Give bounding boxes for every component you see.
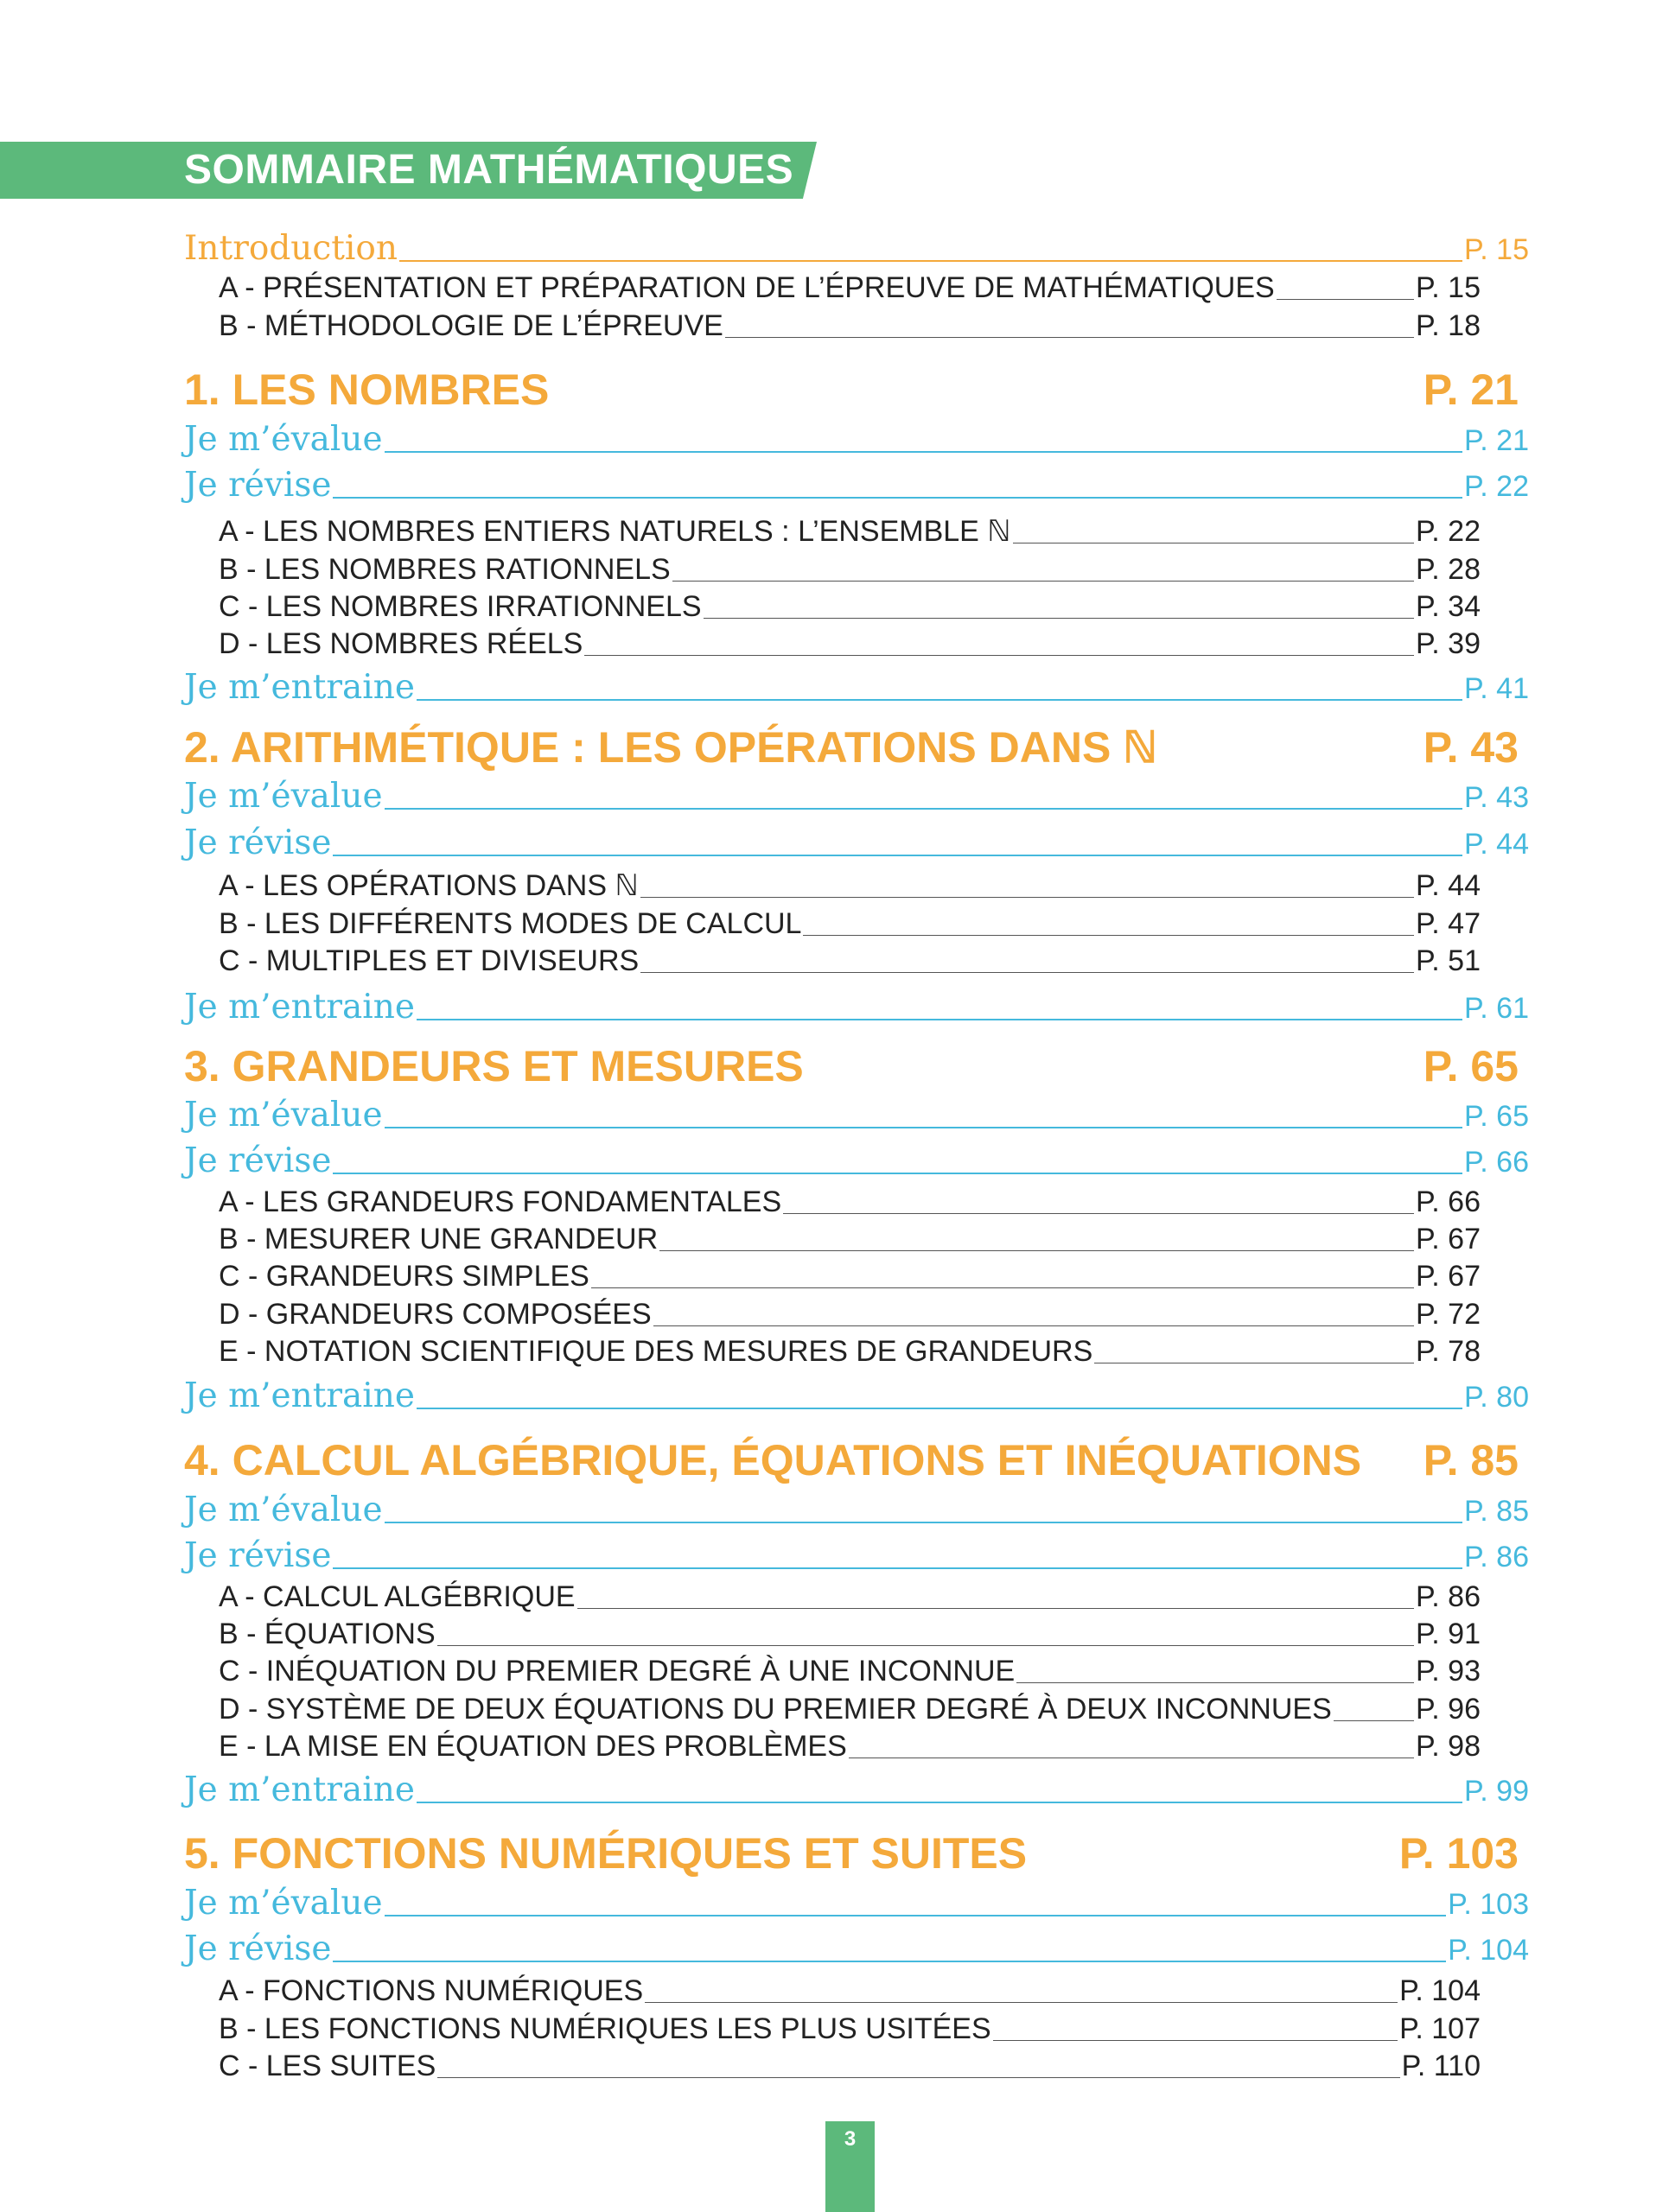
dotted-leader xyxy=(437,2077,1399,2078)
dotted-leader xyxy=(1277,299,1414,300)
dotted-leader xyxy=(645,2002,1398,2003)
dotted-leader xyxy=(417,1802,1462,1803)
toc-evalue-row-label: Je m’évalue xyxy=(184,1491,383,1529)
dotted-leader xyxy=(591,1287,1414,1288)
toc-item-row-label: A - LES NOMBRES ENTIERS NATURELS : L’ENSEMBLE ℕ xyxy=(219,515,1011,548)
toc-evalue-row-label: Je m’évalue xyxy=(184,1096,383,1135)
chapter-heading-4[interactable] xyxy=(184,1433,1519,1485)
toc-item-row-page: P. 86 xyxy=(1415,1580,1481,1613)
toc-item-row-page: P. 67 xyxy=(1415,1223,1481,1255)
toc-item-row-label: A - LES OPÉRATIONS DANS ℕ xyxy=(219,869,639,902)
dotted-leader xyxy=(417,699,1462,701)
dotted-leader xyxy=(659,1250,1414,1251)
toc-revise-row-label: Je révise xyxy=(184,1141,332,1180)
chapter-heading-2-page: P. 43 xyxy=(1423,723,1519,772)
toc-item-row-label: B - MÉTHODOLOGIE DE L’ÉPREUVE xyxy=(219,309,723,342)
toc-item-row[interactable] xyxy=(219,906,1481,940)
toc-item-row[interactable] xyxy=(219,943,1481,977)
dotted-leader xyxy=(333,497,1462,499)
toc-revise-row[interactable] xyxy=(184,1534,1529,1575)
toc-entraine-row-label: Je m’entraine xyxy=(184,668,415,707)
toc-item-row-label: D - GRANDEURS COMPOSÉES xyxy=(219,1298,652,1331)
dotted-leader xyxy=(640,972,1414,973)
toc-item-row-page: P. 66 xyxy=(1415,1185,1481,1218)
dotted-leader xyxy=(437,1645,1414,1646)
toc-entraine-row-page: P. 61 xyxy=(1463,992,1529,1025)
toc-item-row-page: P. 39 xyxy=(1415,627,1481,660)
toc-item-row-label: A - FONCTIONS NUMÉRIQUES xyxy=(219,1974,644,2007)
toc-evalue-row-page: P. 65 xyxy=(1463,1100,1529,1133)
toc-item-row[interactable] xyxy=(219,2048,1481,2082)
dotted-leader xyxy=(333,1961,1446,1962)
toc-evalue-row-label: Je m’évalue xyxy=(184,420,383,459)
toc-item-row[interactable] xyxy=(219,868,1481,902)
page-number: 3 xyxy=(844,2127,857,2151)
toc-item-row-page: P. 96 xyxy=(1415,1693,1481,1726)
dotted-leader xyxy=(385,1127,1462,1128)
toc-item-row-label: B - LES DIFFÉRENTS MODES DE CALCUL xyxy=(219,907,802,940)
toc-item-row-page: P. 107 xyxy=(1399,2012,1481,2045)
toc-revise-row[interactable] xyxy=(184,463,1529,505)
toc-item-row-page: P. 110 xyxy=(1401,2050,1481,2082)
chapter-heading-5-page: P. 103 xyxy=(1398,1829,1519,1878)
toc-revise-row-label: Je révise xyxy=(184,1536,332,1575)
toc-entraine-row-page: P. 99 xyxy=(1463,1775,1529,1808)
toc-item-row-label: B - LES NOMBRES RATIONNELS xyxy=(219,553,671,586)
chapter-heading-2[interactable] xyxy=(184,721,1519,772)
toc-entraine-row[interactable] xyxy=(184,1768,1529,1809)
toc-item-row-page: P. 44 xyxy=(1415,869,1481,902)
dotted-leader xyxy=(577,1608,1414,1609)
toc-item-row-page: P. 78 xyxy=(1415,1335,1481,1368)
toc-item-row-page: P. 47 xyxy=(1415,907,1481,940)
toc-item-row-label: D - LES NOMBRES RÉELS xyxy=(219,627,583,660)
toc-revise-row-page: P. 66 xyxy=(1463,1146,1529,1179)
toc-evalue-row[interactable] xyxy=(184,774,1529,816)
toc-revise-row[interactable] xyxy=(184,821,1529,862)
toc-item-row-label: C - GRANDEURS SIMPLES xyxy=(219,1260,589,1293)
dotted-leader xyxy=(993,2040,1398,2041)
toc-item-row[interactable] xyxy=(219,1258,1481,1293)
toc-entraine-row[interactable] xyxy=(184,1374,1529,1415)
dotted-leader xyxy=(653,1325,1414,1326)
toc-item-row[interactable] xyxy=(219,1616,1481,1650)
toc-evalue-row[interactable] xyxy=(184,1488,1529,1529)
dotted-leader xyxy=(1016,1682,1414,1683)
toc-item-row-label: A - LES GRANDEURS FONDAMENTALES xyxy=(219,1185,782,1218)
dotted-leader xyxy=(333,1173,1462,1174)
toc-revise-row[interactable] xyxy=(184,1139,1529,1180)
dotted-leader xyxy=(783,1213,1414,1214)
toc-item-row-page: P. 18 xyxy=(1415,309,1481,342)
toc-evalue-row-page: P. 85 xyxy=(1463,1495,1529,1528)
toc-item-row-page: P. 22 xyxy=(1415,515,1481,548)
dotted-leader xyxy=(417,1019,1462,1020)
toc-item-row-page: P. 72 xyxy=(1415,1298,1481,1331)
toc-evalue-row[interactable] xyxy=(184,417,1529,459)
toc-item-row-label: A - CALCUL ALGÉBRIQUE xyxy=(219,1580,576,1613)
toc-item-row-label: D - SYSTÈME DE DEUX ÉQUATIONS DU PREMIER DEGRÉ À DEUX INCONNUES xyxy=(219,1693,1332,1726)
toc-item-row-label: B - MESURER UNE GRANDEUR xyxy=(219,1223,659,1255)
toc-evalue-row-page: P. 21 xyxy=(1463,424,1529,457)
toc-item-row[interactable] xyxy=(219,1691,1481,1726)
toc-revise-row-page: P. 86 xyxy=(1463,1541,1529,1573)
chapter-heading-1-page: P. 21 xyxy=(1423,365,1519,414)
chapter-heading-3-page: P. 65 xyxy=(1423,1042,1519,1090)
toc-entraine-row[interactable] xyxy=(184,985,1529,1027)
chapter-heading-1-label: 1. LES NOMBRES xyxy=(184,365,550,414)
toc-entraine-row-page: P. 41 xyxy=(1463,672,1529,705)
chapter-heading-1[interactable] xyxy=(184,363,1519,415)
dotted-leader xyxy=(417,1408,1462,1409)
toc-item-row[interactable] xyxy=(219,513,1481,548)
toc-item-row-label: E - LA MISE EN ÉQUATION DES PROBLÈMES xyxy=(219,1730,847,1763)
toc-item-row[interactable] xyxy=(219,1296,1481,1331)
toc-revise-row-page: P. 22 xyxy=(1463,470,1529,503)
dotted-leader xyxy=(333,855,1462,856)
toc-revise-row-label: Je révise xyxy=(184,1929,332,1968)
toc-item-row-label: C - LES NOMBRES IRRATIONNELS xyxy=(219,590,702,623)
toc-item-row[interactable] xyxy=(219,551,1481,586)
toc-entraine-row[interactable] xyxy=(184,665,1529,707)
toc-item-row[interactable] xyxy=(219,626,1481,660)
toc-revise-row-page: P. 44 xyxy=(1463,828,1529,861)
toc-item-row-label: E - NOTATION SCIENTIFIQUE DES MESURES DE GRANDEURS xyxy=(219,1335,1093,1368)
toc-item-row-page: P. 98 xyxy=(1415,1730,1481,1763)
toc-item-row-page: P. 15 xyxy=(1415,271,1481,304)
dotted-leader xyxy=(385,1522,1462,1523)
dotted-leader xyxy=(672,581,1414,582)
chapter-heading-2-label: 2. ARITHMÉTIQUE : LES OPÉRATIONS DANS ℕ xyxy=(184,723,1158,772)
toc-revise-row-label: Je révise xyxy=(184,823,332,862)
toc-item-row-page: P. 28 xyxy=(1415,553,1481,586)
toc-item-row[interactable] xyxy=(219,588,1481,623)
toc-item-row-label: A - PRÉSENTATION ET PRÉPARATION DE L’ÉPREUVE DE MATHÉMATIQUES xyxy=(219,271,1275,304)
toc-revise-row[interactable] xyxy=(184,1927,1529,1968)
toc-item-row[interactable] xyxy=(219,1728,1481,1763)
toc-entraine-row-page: P. 80 xyxy=(1463,1381,1529,1414)
toc-evalue-row-label: Je m’évalue xyxy=(184,777,383,816)
chapter-heading-4-label: 4. CALCUL ALGÉBRIQUE, ÉQUATIONS ET INÉQUATIONS xyxy=(184,1436,1362,1484)
dotted-leader xyxy=(333,1567,1462,1569)
toc-entraine-row-label: Je m’entraine xyxy=(184,1376,415,1415)
toc-intro-row[interactable] xyxy=(184,226,1529,268)
toc-item-row[interactable] xyxy=(219,1333,1481,1368)
toc-item-row-label: C - MULTIPLES ET DIVISEURS xyxy=(219,944,640,977)
chapter-heading-5[interactable] xyxy=(184,1827,1519,1878)
dotted-leader xyxy=(385,451,1462,453)
toc-item-row-label: B - ÉQUATIONS xyxy=(219,1618,436,1650)
toc-item-row-page: P. 34 xyxy=(1415,590,1481,623)
dotted-leader xyxy=(640,897,1414,898)
toc-item-row[interactable] xyxy=(219,308,1481,342)
toc-item-row[interactable] xyxy=(219,1653,1481,1688)
dotted-leader xyxy=(399,260,1462,262)
dotted-leader xyxy=(704,618,1414,619)
chapter-heading-3[interactable] xyxy=(184,1039,1519,1091)
toc-item-row[interactable] xyxy=(219,1973,1481,2007)
dotted-leader xyxy=(803,935,1414,936)
toc-evalue-row-label: Je m’évalue xyxy=(184,1884,383,1923)
dotted-leader xyxy=(1334,1720,1414,1721)
toc-revise-row-page: P. 104 xyxy=(1448,1934,1529,1967)
toc-revise-row-label: Je révise xyxy=(184,466,332,505)
toc-item-row-page: P. 67 xyxy=(1415,1260,1481,1293)
toc-entraine-row-label: Je m’entraine xyxy=(184,988,415,1027)
toc-evalue-row[interactable] xyxy=(184,1881,1529,1923)
dotted-leader xyxy=(385,1915,1447,1916)
toc-item-row-page: P. 93 xyxy=(1415,1655,1481,1688)
dotted-leader xyxy=(385,808,1462,810)
toc-item-row[interactable] xyxy=(219,270,1481,304)
toc-evalue-row-page: P. 43 xyxy=(1463,781,1529,814)
toc-item-row[interactable] xyxy=(219,1579,1481,1613)
toc-item-row[interactable] xyxy=(219,2011,1481,2045)
toc-evalue-row[interactable] xyxy=(184,1093,1529,1135)
chapter-heading-4-page: P. 85 xyxy=(1423,1436,1519,1484)
toc-item-row-page: P. 51 xyxy=(1415,944,1481,977)
toc-intro-row-label: Introduction xyxy=(184,229,398,268)
toc-item-row-page: P. 104 xyxy=(1399,1974,1481,2007)
page-title: SOMMAIRE MATHÉMATIQUES xyxy=(184,147,794,193)
toc-item-row-label: C - LES SUITES xyxy=(219,2050,436,2082)
toc-item-row[interactable] xyxy=(219,1221,1481,1255)
toc-evalue-row-page: P. 103 xyxy=(1448,1888,1529,1921)
toc-intro-row-page: P. 15 xyxy=(1463,233,1529,266)
dotted-leader xyxy=(725,337,1414,338)
dotted-leader xyxy=(584,655,1414,656)
toc-item-row-page: P. 91 xyxy=(1415,1618,1481,1650)
chapter-heading-5-label: 5. FONCTIONS NUMÉRIQUES ET SUITES xyxy=(184,1829,1028,1878)
toc-entraine-row-label: Je m’entraine xyxy=(184,1770,415,1809)
chapter-heading-3-label: 3. GRANDEURS ET MESURES xyxy=(184,1042,804,1090)
toc-item-row[interactable] xyxy=(219,1184,1481,1218)
toc-item-row-label: B - LES FONCTIONS NUMÉRIQUES LES PLUS USITÉES xyxy=(219,2012,991,2045)
toc-item-row-label: C - INÉQUATION DU PREMIER DEGRÉ À UNE INCONNUE xyxy=(219,1655,1016,1688)
